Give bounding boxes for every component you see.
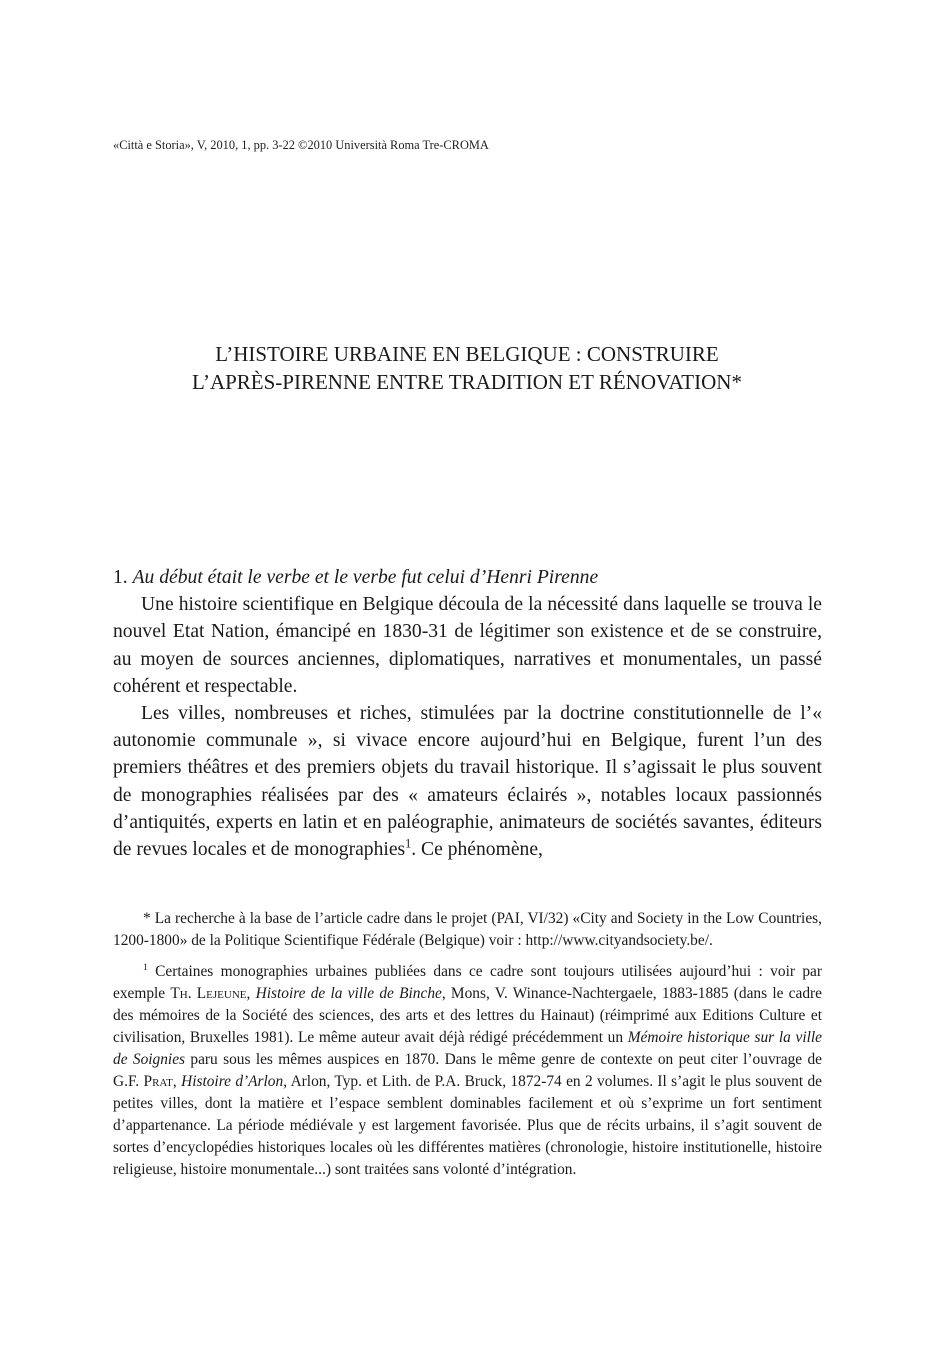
footnote-1-text-1: Certaines monographies urbaines publiées dans ce cadre sont toujours utilisées aujourd’hui : voir par exemple [113, 963, 822, 1002]
footnote-star-mark: * [143, 910, 155, 927]
footnote-1-text-6: , Arlon, Typ. et Lith. de P.A. Bruck, 1872-74 en 2 volumes. Il s’agit le plus souvent de petites villes, dont la matière et l’espace semblent dominables facilement et où s’exprime un fort sentiment d’appartenance. La période médiévale y est largement favorisée. Plus que de récits urbains, il s’agit souvent de sortes d’encyclopédies historiques locales où les différentes matières (chronologie, histoire institutionelle, histoire religieuse, histoire monumentale...) sont traitées sans volonté d’intégration. [113, 1073, 823, 1178]
footnote-1-mark: 1 [143, 961, 148, 973]
article-body [113, 564, 822, 863]
footnote-1-work-2: Mémoire historique sur la ville de Soignies [113, 1029, 822, 1068]
section-number: 1. [113, 567, 133, 588]
footnote-1-work-3: Histoire d’Arlon [181, 1073, 284, 1090]
footnote-1-text-3: , Mons, V. Winance-Nachtergaele, 1883-1885 (dans le cadre des mémoires de la Société des sciences, des arts et des lettres du Hainaut) (réimprimé aux Editions Culture et civilisation, Bruxelles 1981). Le même auteur avait déjà rédigé précédemment un [113, 985, 822, 1046]
footnote-1-text-5: , [172, 1073, 182, 1090]
body-paragraph-1: Une histoire scientifique en Belgique découla de la nécessité dans laquelle se trouva le nouvel Etat Nation, émancipé en 1830-31 de légitimer son existence et de se construire, au moyen de sources anciennes, diplomatiques, narratives et monumentales, un passé cohérent et respectable. [113, 594, 822, 697]
title-line-2-text: L’APRÈS-PIRENNE ENTRE TRADITION ET RÉNOVATION [192, 370, 732, 394]
footnote-1-text-2: , [246, 985, 256, 1002]
article-title [113, 340, 821, 396]
footnotes [113, 908, 822, 1190]
footnote-star [113, 908, 822, 952]
footnote-1-author-2: Prat [143, 1073, 173, 1090]
body-paragraph-2 [113, 700, 822, 863]
section-heading-text: Au début était le verbe et le verbe fut celui d’Henri Pirenne [132, 567, 599, 588]
footnote-1-author-1: Th. Lejeune [170, 985, 247, 1002]
footnote-1-work-1: Histoire de la ville de Binche [255, 985, 442, 1002]
footnote-1 [113, 961, 822, 1181]
body-paragraph-2-text-b: . Ce phénomène, [411, 839, 543, 861]
title-line-2 [113, 368, 821, 396]
footnote-ref-1[interactable]: 1 [405, 836, 412, 851]
section-heading [113, 564, 822, 591]
journal-citation-header: «Città e Storia», V, 2010, 1, pp. 3-22 ©2010 Università Roma Tre-CROMA [113, 138, 489, 152]
footnote-1-text-4: paru sous les mêmes auspices en 1870. Dans le même genre de contexte on peut citer l’ouvrage de G.F. [113, 1051, 822, 1090]
footnote-star-text: La recherche à la base de l’article cadre dans le projet (PAI, VI/32) «City and Society in the Low Countries, 1200-1800» de la Politique Scientifique Fédérale (Belgique) voir : http://www.cityandsociety.be/. [113, 910, 822, 949]
body-paragraph-2-text-a: Les villes, nombreuses et riches, stimulées par la doctrine constitutionnelle de l’« autonomie communale », si vivace encore aujourd’hui en Belgique, furent l’un des premiers théâtres et des premiers objets du travail historique. Il s’agissait le plus souvent de monographies réalisées par des « amateurs éclairés », notables locaux passionnés d’antiquités, experts en latin et en paléographie, animateurs de sociétés savantes, éditeurs de revues locales et de monographies [113, 703, 822, 861]
title-footnote-mark: * [731, 370, 742, 394]
title-line-1: L’HISTOIRE URBAINE EN BELGIQUE : CONSTRUIRE [215, 342, 719, 366]
